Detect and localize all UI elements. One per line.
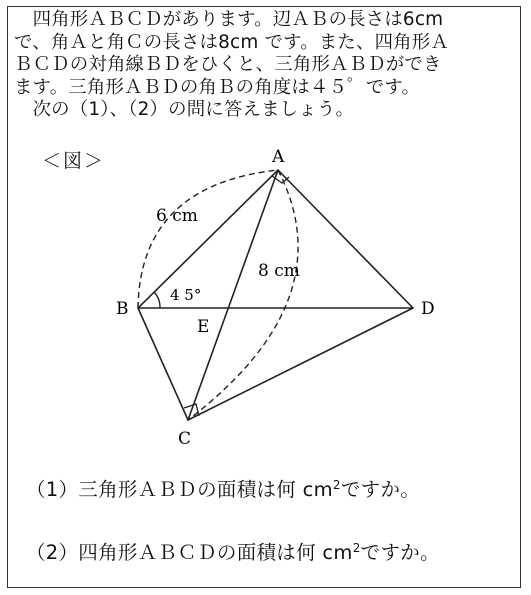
question-2-suffix: ですか。: [360, 541, 440, 564]
angle-arc-b: [154, 292, 160, 308]
problem-line: ます。三角形ＡＢＤの角Ｂの角度は４５゜です。: [14, 76, 421, 98]
point-b-label: B: [116, 299, 129, 319]
problem-line: ＢＣＤの対角線ＢＤをひくと、三角形ＡＢＤができ: [14, 54, 442, 75]
point-c-label: C: [178, 429, 192, 449]
point-a-label: A: [272, 147, 285, 167]
problem-line: 次の（1）、（2）の問に答えましょう。: [14, 99, 355, 120]
question-1-text: （1）三角形ＡＢＤの面積は何 cm: [26, 478, 333, 501]
problem-line: 四角形ＡＢＣＤがあります。辺ＡＢの長さは6cm: [14, 9, 444, 30]
angle-b-label: 4 5°: [170, 286, 202, 304]
figure-label: ＜図＞: [42, 150, 106, 172]
question-1: [26, 474, 420, 502]
question-1-suffix: ですか。: [340, 478, 421, 501]
length-ac-label: 8 cm: [258, 261, 300, 281]
problem-line: で、角Ａと角Ｃの長さは8cm です。また、四角形Ａ: [14, 31, 449, 53]
length-ab-label: 6 cm: [156, 206, 198, 226]
question-1-sup: 2: [332, 478, 341, 492]
question-2: [26, 537, 440, 565]
point-d-label: D: [421, 299, 435, 319]
question-2-text: （2）四角形ＡＢＣＤの面積は何 cm: [26, 541, 353, 564]
dashed-arc-ac: [188, 170, 298, 420]
point-e-label: E: [197, 317, 210, 337]
question-2-sup: 2: [352, 541, 361, 555]
